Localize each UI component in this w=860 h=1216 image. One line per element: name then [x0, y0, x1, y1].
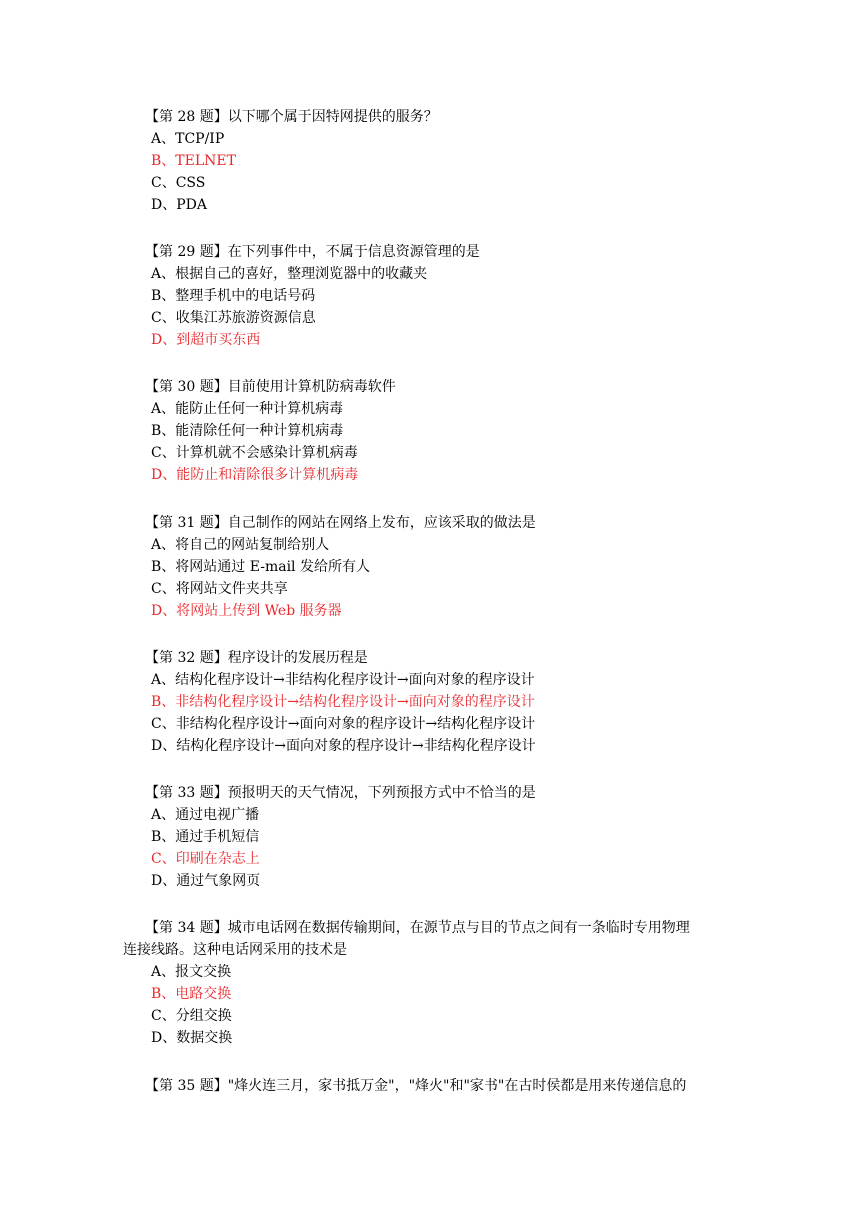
question-34	[123, 917, 690, 1049]
question-title: 【第 32 题】程序设计的发展历程是	[145, 650, 368, 666]
option-d: D、PDA	[151, 197, 207, 213]
option-d: D、结构化程序设计→面向对象的程序设计→非结构化程序设计	[151, 738, 536, 754]
option-d-correct: D、将网站上传到 Web 服务器	[151, 603, 342, 619]
option-c: C、计算机就不会感染计算机病毒	[151, 445, 358, 461]
option-b: B、能清除任何一种计算机病毒	[151, 423, 344, 439]
option-d: D、通过气象网页	[151, 873, 261, 889]
option-a: A、结构化程序设计→非结构化程序设计→面向对象的程序设计	[151, 672, 535, 688]
question-title: 【第 34 题】城市电话网在数据传输期间，在源节点与目的节点之间有一条临时专用物理	[145, 920, 690, 936]
question-title-line2: 连接线路。这种电话网采用的技术是	[123, 942, 347, 958]
option-b-correct: B、电路交换	[151, 986, 232, 1002]
question-title: 【第 30 题】目前使用计算机防病毒软件	[145, 379, 396, 395]
question-30	[145, 376, 396, 486]
option-b-correct: B、非结构化程序设计→结构化程序设计→面向对象的程序设计	[151, 694, 535, 710]
option-c-correct: C、印刷在杂志上	[151, 851, 260, 867]
option-a: A、将自己的网站复制给别人	[151, 537, 330, 553]
option-a: A、TCP/IP	[151, 131, 225, 147]
option-c: C、将网站文件夹共享	[151, 581, 288, 597]
question-title: 【第 35 题】"烽火连三月，家书抵万金"，"烽火"和"家书"在古时侯都是用来传递信息的	[145, 1078, 687, 1094]
question-29	[145, 241, 480, 351]
option-a: A、根据自己的喜好，整理浏览器中的收藏夹	[151, 266, 428, 282]
option-d-correct: D、到超市买东西	[151, 332, 261, 348]
option-b: B、整理手机中的电话号码	[151, 288, 316, 304]
question-32	[145, 647, 536, 757]
option-d: D、数据交换	[151, 1030, 233, 1046]
question-31	[145, 512, 536, 622]
question-35	[145, 1075, 687, 1097]
question-33	[145, 782, 536, 892]
option-b: B、将网站通过 E-mail 发给所有人	[151, 559, 370, 575]
option-b: B、通过手机短信	[151, 829, 260, 845]
option-a: A、能防止任何一种计算机病毒	[151, 401, 344, 417]
option-d-correct: D、能防止和清除很多计算机病毒	[151, 467, 359, 483]
option-c: C、非结构化程序设计→面向对象的程序设计→结构化程序设计	[151, 716, 536, 732]
option-c: C、分组交换	[151, 1008, 232, 1024]
question-title: 【第 28 题】以下哪个属于因特网提供的服务？	[145, 109, 438, 125]
question-title: 【第 33 题】预报明天的天气情况，下列预报方式中不恰当的是	[145, 785, 536, 801]
question-title: 【第 31 题】自己制作的网站在网络上发布，应该采取的做法是	[145, 515, 536, 531]
option-b-correct: B、TELNET	[151, 153, 236, 169]
option-c: C、CSS	[151, 175, 206, 191]
option-c: C、收集江苏旅游资源信息	[151, 310, 316, 326]
question-title: 【第 29 题】在下列事件中，不属于信息资源管理的是	[145, 244, 480, 260]
option-a: A、通过电视广播	[151, 807, 260, 823]
option-a: A、报文交换	[151, 964, 232, 980]
question-28	[145, 106, 438, 216]
